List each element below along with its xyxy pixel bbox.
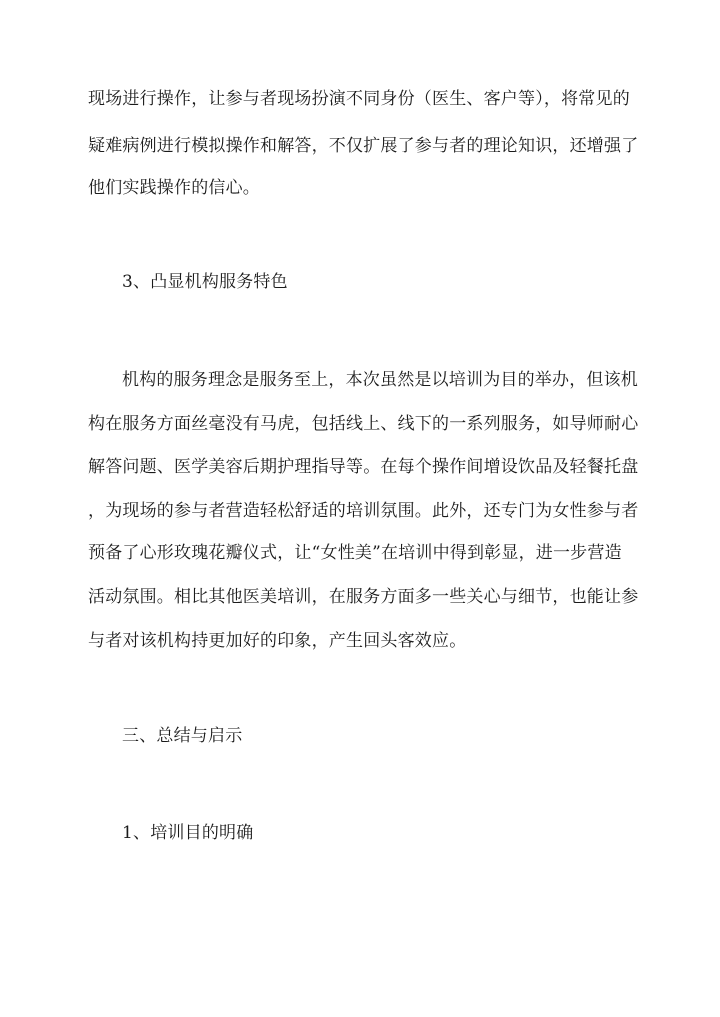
- subheading-1: 1、培训目的明确: [122, 823, 254, 843]
- subheading-3: 3、凸显机构服务特色: [122, 272, 288, 292]
- paragraph-line: 他们实践操作的信心。: [88, 178, 260, 198]
- paragraph-line: 构在服务方面丝毫没有马虎，包括线上、线下的一系列服务，如导师耐心: [88, 414, 639, 434]
- paragraph-line: 解答问题、医学美容后期护理指导等。在每个操作间增设饮品及轻餐托盘: [88, 457, 639, 477]
- paragraph-line: ，为现场的参与者营造轻松舒适的培训氛围。此外，还专门为女性参与者: [88, 501, 639, 521]
- section-heading: 三、总结与启示: [122, 726, 243, 746]
- paragraph-line: 机构的服务理念是服务至上，本次虽然是以培训为目的举办，但该机: [122, 370, 638, 390]
- paragraph-line: 预备了心形玫瑰花瓣仪式，让“女性美”在培训中得到彰显，进一步营造: [88, 543, 622, 563]
- paragraph-line: 疑难病例进行模拟操作和解答，不仅扩展了参与者的理论知识，还增强了: [88, 136, 639, 156]
- paragraph-line: 与者对该机构持更加好的印象，产生回头客效应。: [88, 631, 467, 651]
- paragraph-line: 活动氛围。相比其他医美培训，在服务方面多一些关心与细节，也能让参: [88, 587, 639, 607]
- paragraph-line: 现场进行操作，让参与者现场扮演不同身份（医生、客户等），将常见的: [88, 89, 630, 109]
